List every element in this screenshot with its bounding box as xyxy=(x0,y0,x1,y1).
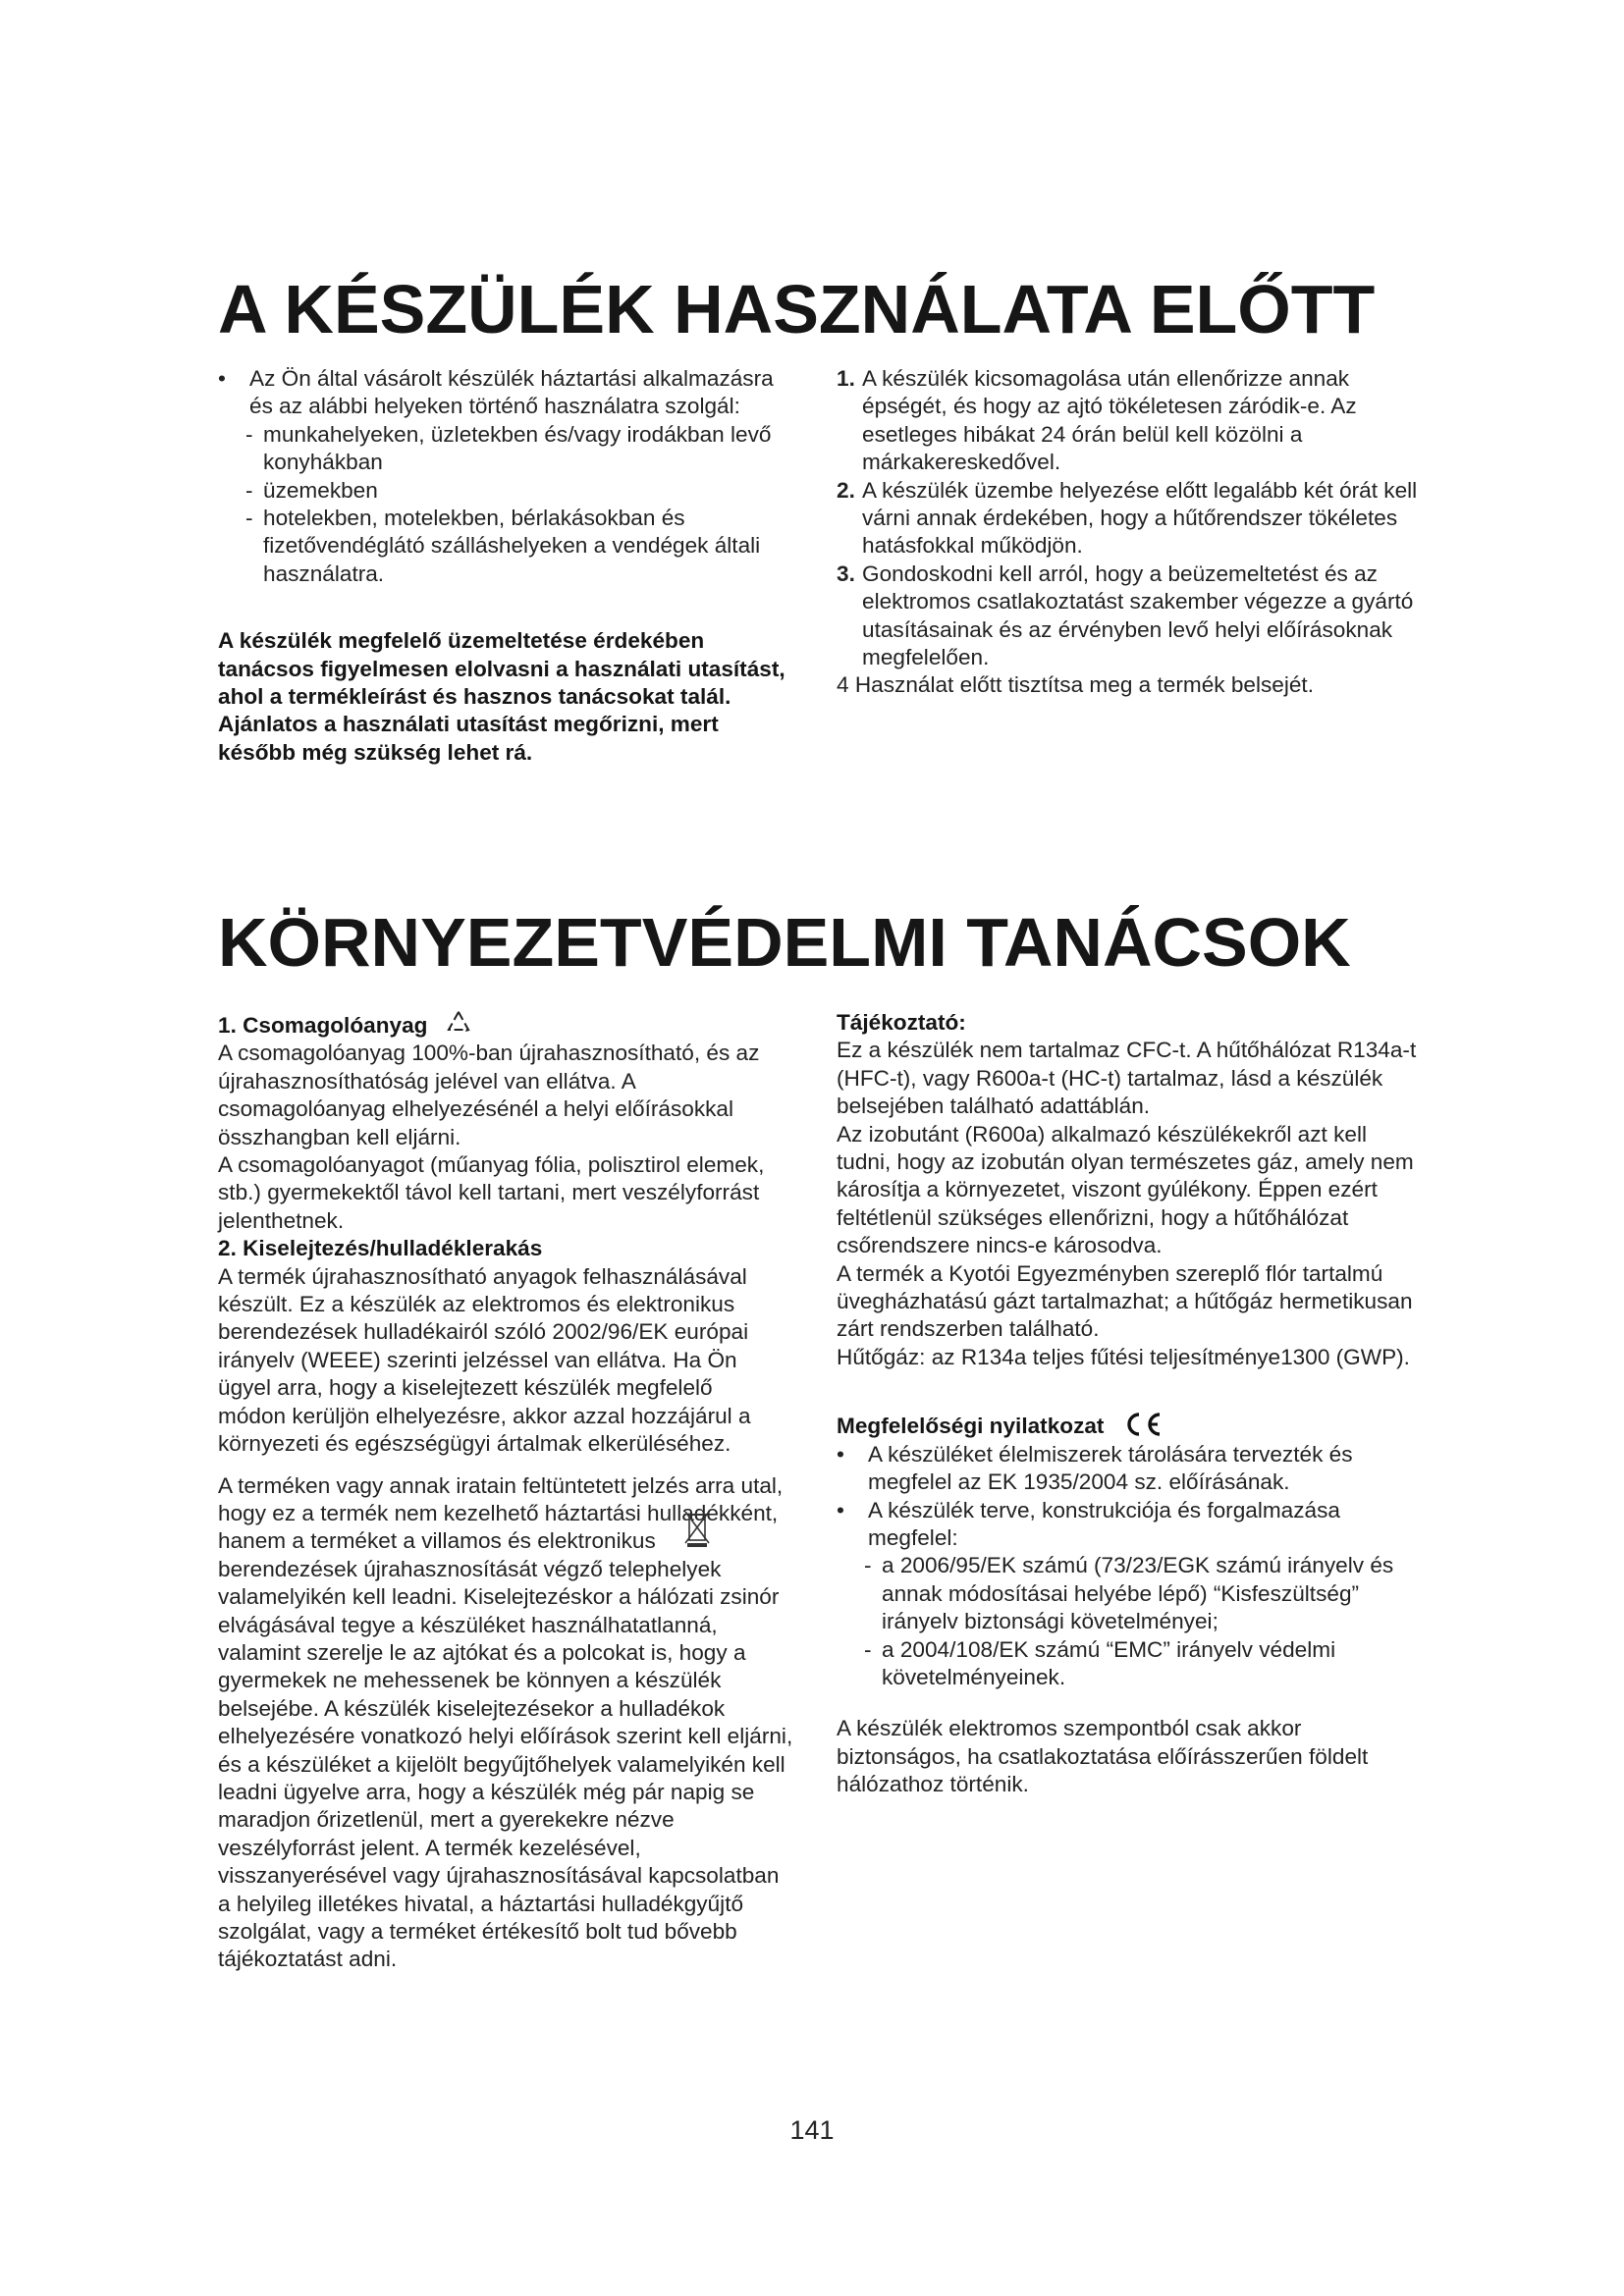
refrigerant-info: Ez a készülék nem tartalmaz CFC-t. A hűtőhálózat R134a-t (HFC-t), vagy R600a-t (HC-t) tartalmaz, lásd a készülék belsejében található adattáblán. xyxy=(837,1038,1417,1119)
conformity-bullet: • A készülék terve, konstrukciója és forgalmazása megfelel: xyxy=(837,1497,1340,1550)
packaging-recyclable-text: A csomagolóanyag 100%-ban újrahasznosítható, és az újrahasznosíthatóság jelével van ellátva. A csomagolóanyag elhelyezésénél a helyi előírásokkal összhangban kell eljárni. xyxy=(218,1041,760,1149)
keep-manual-note: Ajánlatos a használati utasítást megőrizni, mert később még szükség lehet rá. xyxy=(218,712,719,765)
conformity-heading: Megfelelőségi nyilatkozat xyxy=(837,1411,1426,1440)
disposal-heading: 2. Kiselejtezés/hulladéklerakás xyxy=(218,1236,543,1261)
section1-left-column xyxy=(218,365,787,767)
grounding-note: A készülék elektromos szempontból csak akkor biztonságos, ha csatlakoztatása előírásszerűen földelt hálózathoz történik. xyxy=(837,1716,1369,1797)
section2-left-column xyxy=(218,1009,797,1974)
conformity-bullet: • A készüléket élelmiszerek tárolására tervezték és megfelel az EK 1935/2004 sz. előírásának. xyxy=(837,1441,1353,1495)
recycle-icon xyxy=(444,1009,473,1037)
crossed-bin-icon xyxy=(682,1509,712,1548)
section-title-environment: KÖRNYEZETVÉDELMI TANÁCSOK xyxy=(218,904,1351,981)
bullet-marker: • xyxy=(218,366,226,391)
disposal-instructions: A terméken vagy annak iratain feltüntetett jelzés arra utal, hogy ez a termék nem kezelhető háztartási hulladékként, hanem a terméket a villamos és elektronikus berendezések újrahasznosítását végző telephelyek valamelyikén kell leadni. Kiselejtezéskor a hálózati zsinór elvágásával tegye a készüléket használhatatlanná, valamint szerelje le az ajtókat és a polcokat is, hogy a gyermekek ne mehessenek be könnyen a készülék belsejébe. A készülék kiselejtezésekor a hulladékok elhelyezésére vonatkozó helyi előírások szerint kell eljárni, és a készüléket a kijelölt begyűjtőhelyek valamelyikén kell leadni ügyelve arra, hogy a készülék még pár napig se maradjon őrizetlenül, mert a gyerekekre nézve veszélyforrást jelent. A termék kezelésével, visszanyerésével vagy újrahasznosításával kapcsolatban a helyileg illetékes hivatal, a háztartási hulladékgyűjtő szolgálat, vagy a terméket értékesítő bolt tud bővebb tájékoztatást adni. xyxy=(218,1472,793,1972)
conformity-dash-item: - a 2004/108/EK számú “EMC” irányelv védelmi követelményeinek. xyxy=(864,1636,1336,1689)
kyoto-info: A termék a Kyotói Egyezményben szereplő flór tartalmú üvegházhatású gázt tartalmazhat; a hűtőgáz hermetikusan zárt rendszerben található. xyxy=(837,1260,1413,1342)
usage-dash-item: - munkahelyeken, üzletekben és/vagy irodákban levő konyhákban xyxy=(245,421,772,475)
usage-dash-item: - üzemekben xyxy=(245,477,378,503)
isobutane-info: Az izobutánt (R600a) alkalmazó készülékekről azt kell tudni, hogy az izobután olyan természetes gáz, amely nem károsítja a környezetet, viszont gyúlékony. Éppen ezért feltétlenül szükséges ellenőrizni, hogy a hűtőhálózat csőrendszere nincs-e károsodva. xyxy=(837,1121,1414,1258)
disposal-weee-text: A termék újrahasznosítható anyagok felhasználásával készült. Ez a készülék az elektromos és elektronikus berendezések hulladékairól szóló 2002/96/EK európai irányelv (WEEE) szerinti jelzéssel van ellátva. Ha Ön ügyel arra, hogy a kiselejtezett készülék megfelelő módon kerüljön elhelyezésre, akkor azzal hozzájárul a környezeti és egészségügyi ártalmak elkerüléséhez. xyxy=(218,1263,751,1457)
numbered-item-4: 4 Használat előtt tisztítsa meg a termék belsejét. xyxy=(837,672,1314,698)
ce-mark-icon xyxy=(1122,1411,1164,1438)
section1-right-column xyxy=(837,365,1426,700)
packaging-children-warning: A csomagolóanyagot (műanyag fólia, polisztirol elemek, stb.) gyermekektől távol kell tartani, mert veszélyforrást jelenthetnek. xyxy=(218,1152,765,1233)
page-number: 141 xyxy=(789,2115,835,2145)
section-title-before-use: A KÉSZÜLÉK HASZNÁLATA ELŐTT xyxy=(218,271,1376,347)
conformity-dash-item: - a 2006/95/EK számú (73/23/EGK számú irányelv és annak módosításai helyébe lépő) “Kisfeszültség” irányelv biztonsági követelményei; xyxy=(864,1553,1394,1634)
usage-intro: Az Ön által vásárolt készülék háztartási alkalmazásra és az alábbi helyeken történő használatra szolgál: xyxy=(249,366,774,419)
section2-right-column xyxy=(837,1009,1426,1799)
information-heading: Tájékoztató: xyxy=(837,1010,966,1035)
numbered-item: 3. Gondoskodni kell arról, hogy a beüzemeltetést és az elektromos csatlakoztatást szakember végezze a gyártó utasításainak és az érvényben levő helyi előírásoknak megfelelően. xyxy=(837,561,1414,670)
packaging-heading: 1. Csomagolóanyag xyxy=(218,1009,797,1040)
read-manual-note: A készülék megfelelő üzemeltetése érdekében tanácsos figyelmesen elolvasni a használati utasítást, ahol a termékleírást és hasznos tanácsokat talál. xyxy=(218,628,785,710)
usage-bullet xyxy=(218,365,787,588)
gwp-info: Hűtőgáz: az R134a teljes fűtési teljesítménye1300 (GWP). xyxy=(837,1344,1410,1369)
numbered-item: 2. A készülék üzembe helyezése előtt legalább két órát kell várni annak érdekében, hogy a hűtőrendszer tökéletes hatásfokkal működjön. xyxy=(837,477,1418,559)
usage-dash-item: - hotelekben, motelekben, bérlakásokban és fizetővendéglátó szálláshelyeken a vendégek általi használatra. xyxy=(245,506,761,586)
numbered-item: 1. A készülék kicsomagolása után ellenőrizze annak épségét, és hogy az ajtó tökéletesen záródik-e. Az esetleges hibákat 24 órán belül kell közölni a márkakereskedővel. xyxy=(837,366,1357,475)
